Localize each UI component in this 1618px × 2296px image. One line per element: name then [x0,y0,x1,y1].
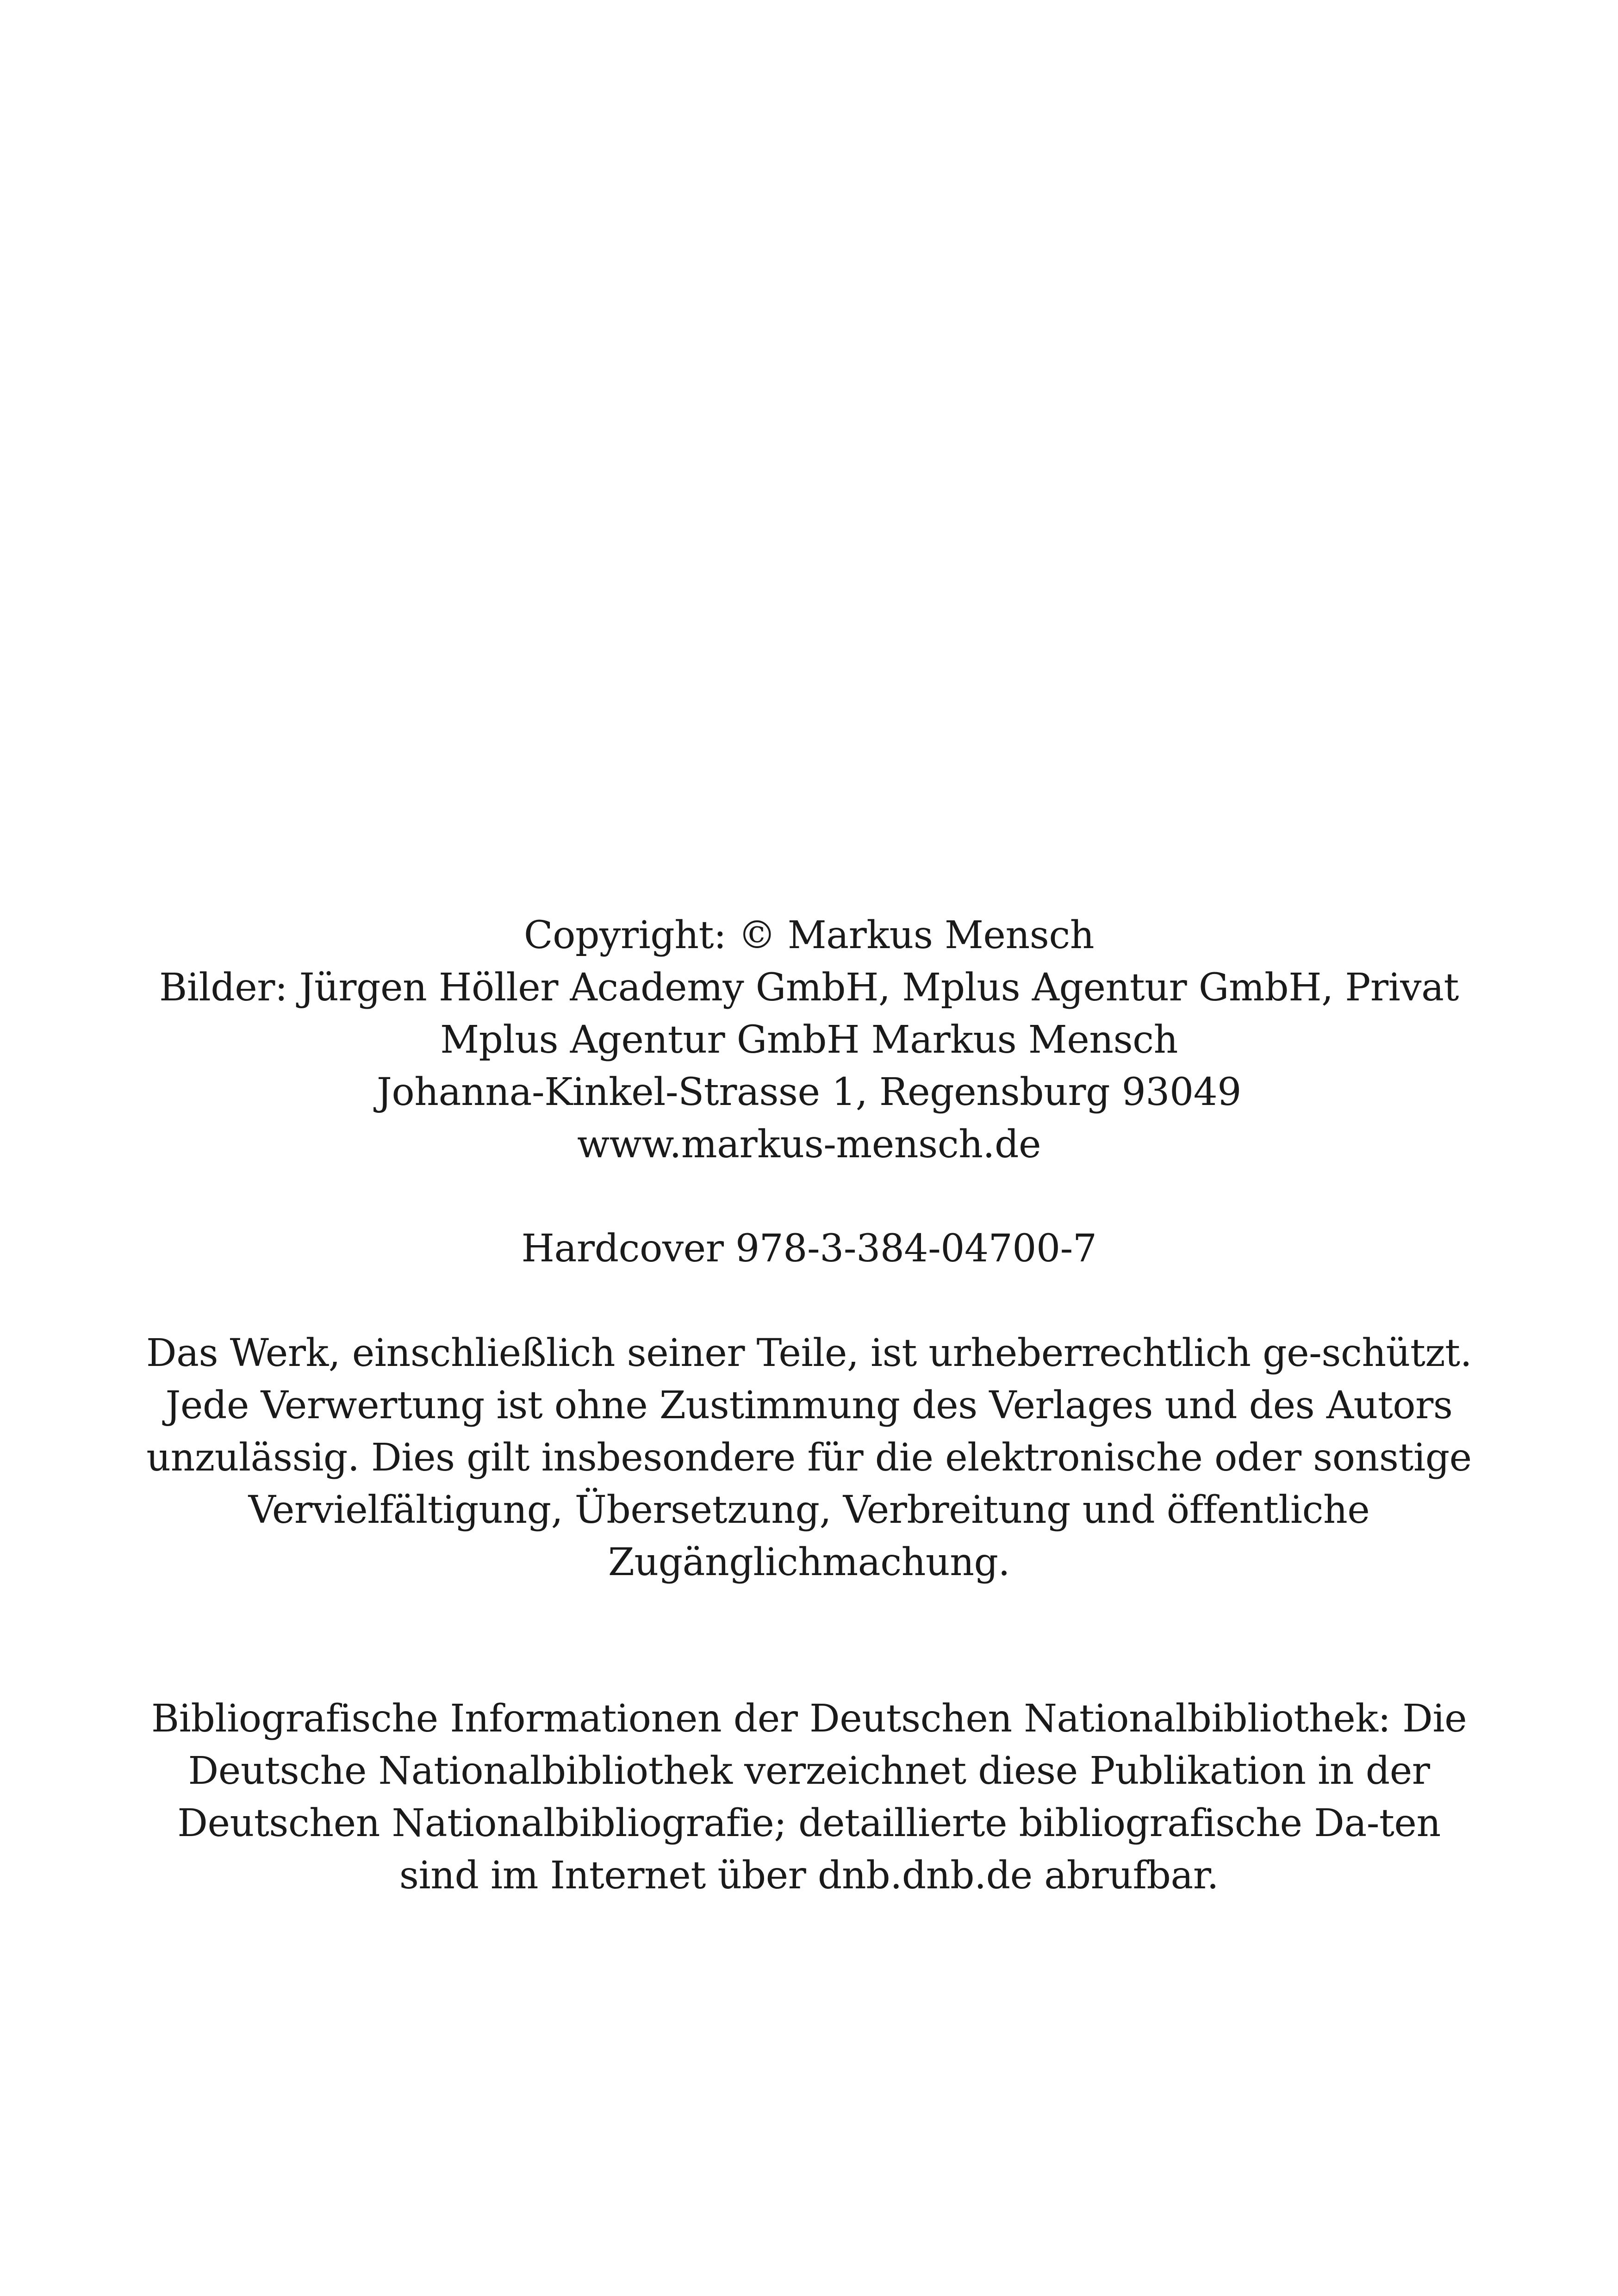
contact-block [0,909,1618,1171]
rights-notice-line: Zugänglichmachung. [608,1540,1010,1584]
isbn-block [0,1222,1618,1275]
rights-notice-line: Jede Verwertung ist ohne Zustimmung des Verlages und des Autors [165,1384,1453,1427]
copyright-line: Copyright: © Markus Mensch [523,913,1095,957]
dnb-notice [0,1693,1618,1902]
rights-notice-line: Vervielfältigung, Übersetzung, Verbreitung und öffentliche [248,1488,1370,1532]
dnb-notice-line: Deutsche Nationalbibliothek verzeichnet diese Publikation in der [188,1749,1430,1793]
dnb-notice-line: Deutschen Nationalbibliografie; detaillierte bibliografische Da-ten [177,1801,1441,1845]
publisher-line: Mplus Agentur GmbH Markus Mensch [440,1018,1178,1062]
rights-notice-line: Das Werk, einschließlich seiner Teile, ist urheberrechtlich ge-schützt. [146,1331,1472,1375]
website-line: www.markus-mensch.de [577,1123,1041,1167]
rights-notice [0,1327,1618,1589]
dnb-notice-line: sind im Internet über dnb.dnb.de abrufbar. [399,1854,1219,1898]
address-line: Johanna-Kinkel-Strasse 1, Regensburg 93049 [377,1070,1241,1114]
rights-notice-line: unzulässig. Dies gilt insbesondere für die elektronische oder sonstige [146,1436,1472,1480]
dnb-notice-line: Bibliografische Informationen der Deutschen Nationalbibliothek: Die [151,1697,1467,1741]
image-credits-line: Bilder: Jürgen Höller Academy GmbH, Mplus Agentur GmbH, Privat [159,966,1459,1010]
isbn-line: Hardcover 978-3-384-04700-7 [521,1227,1097,1271]
